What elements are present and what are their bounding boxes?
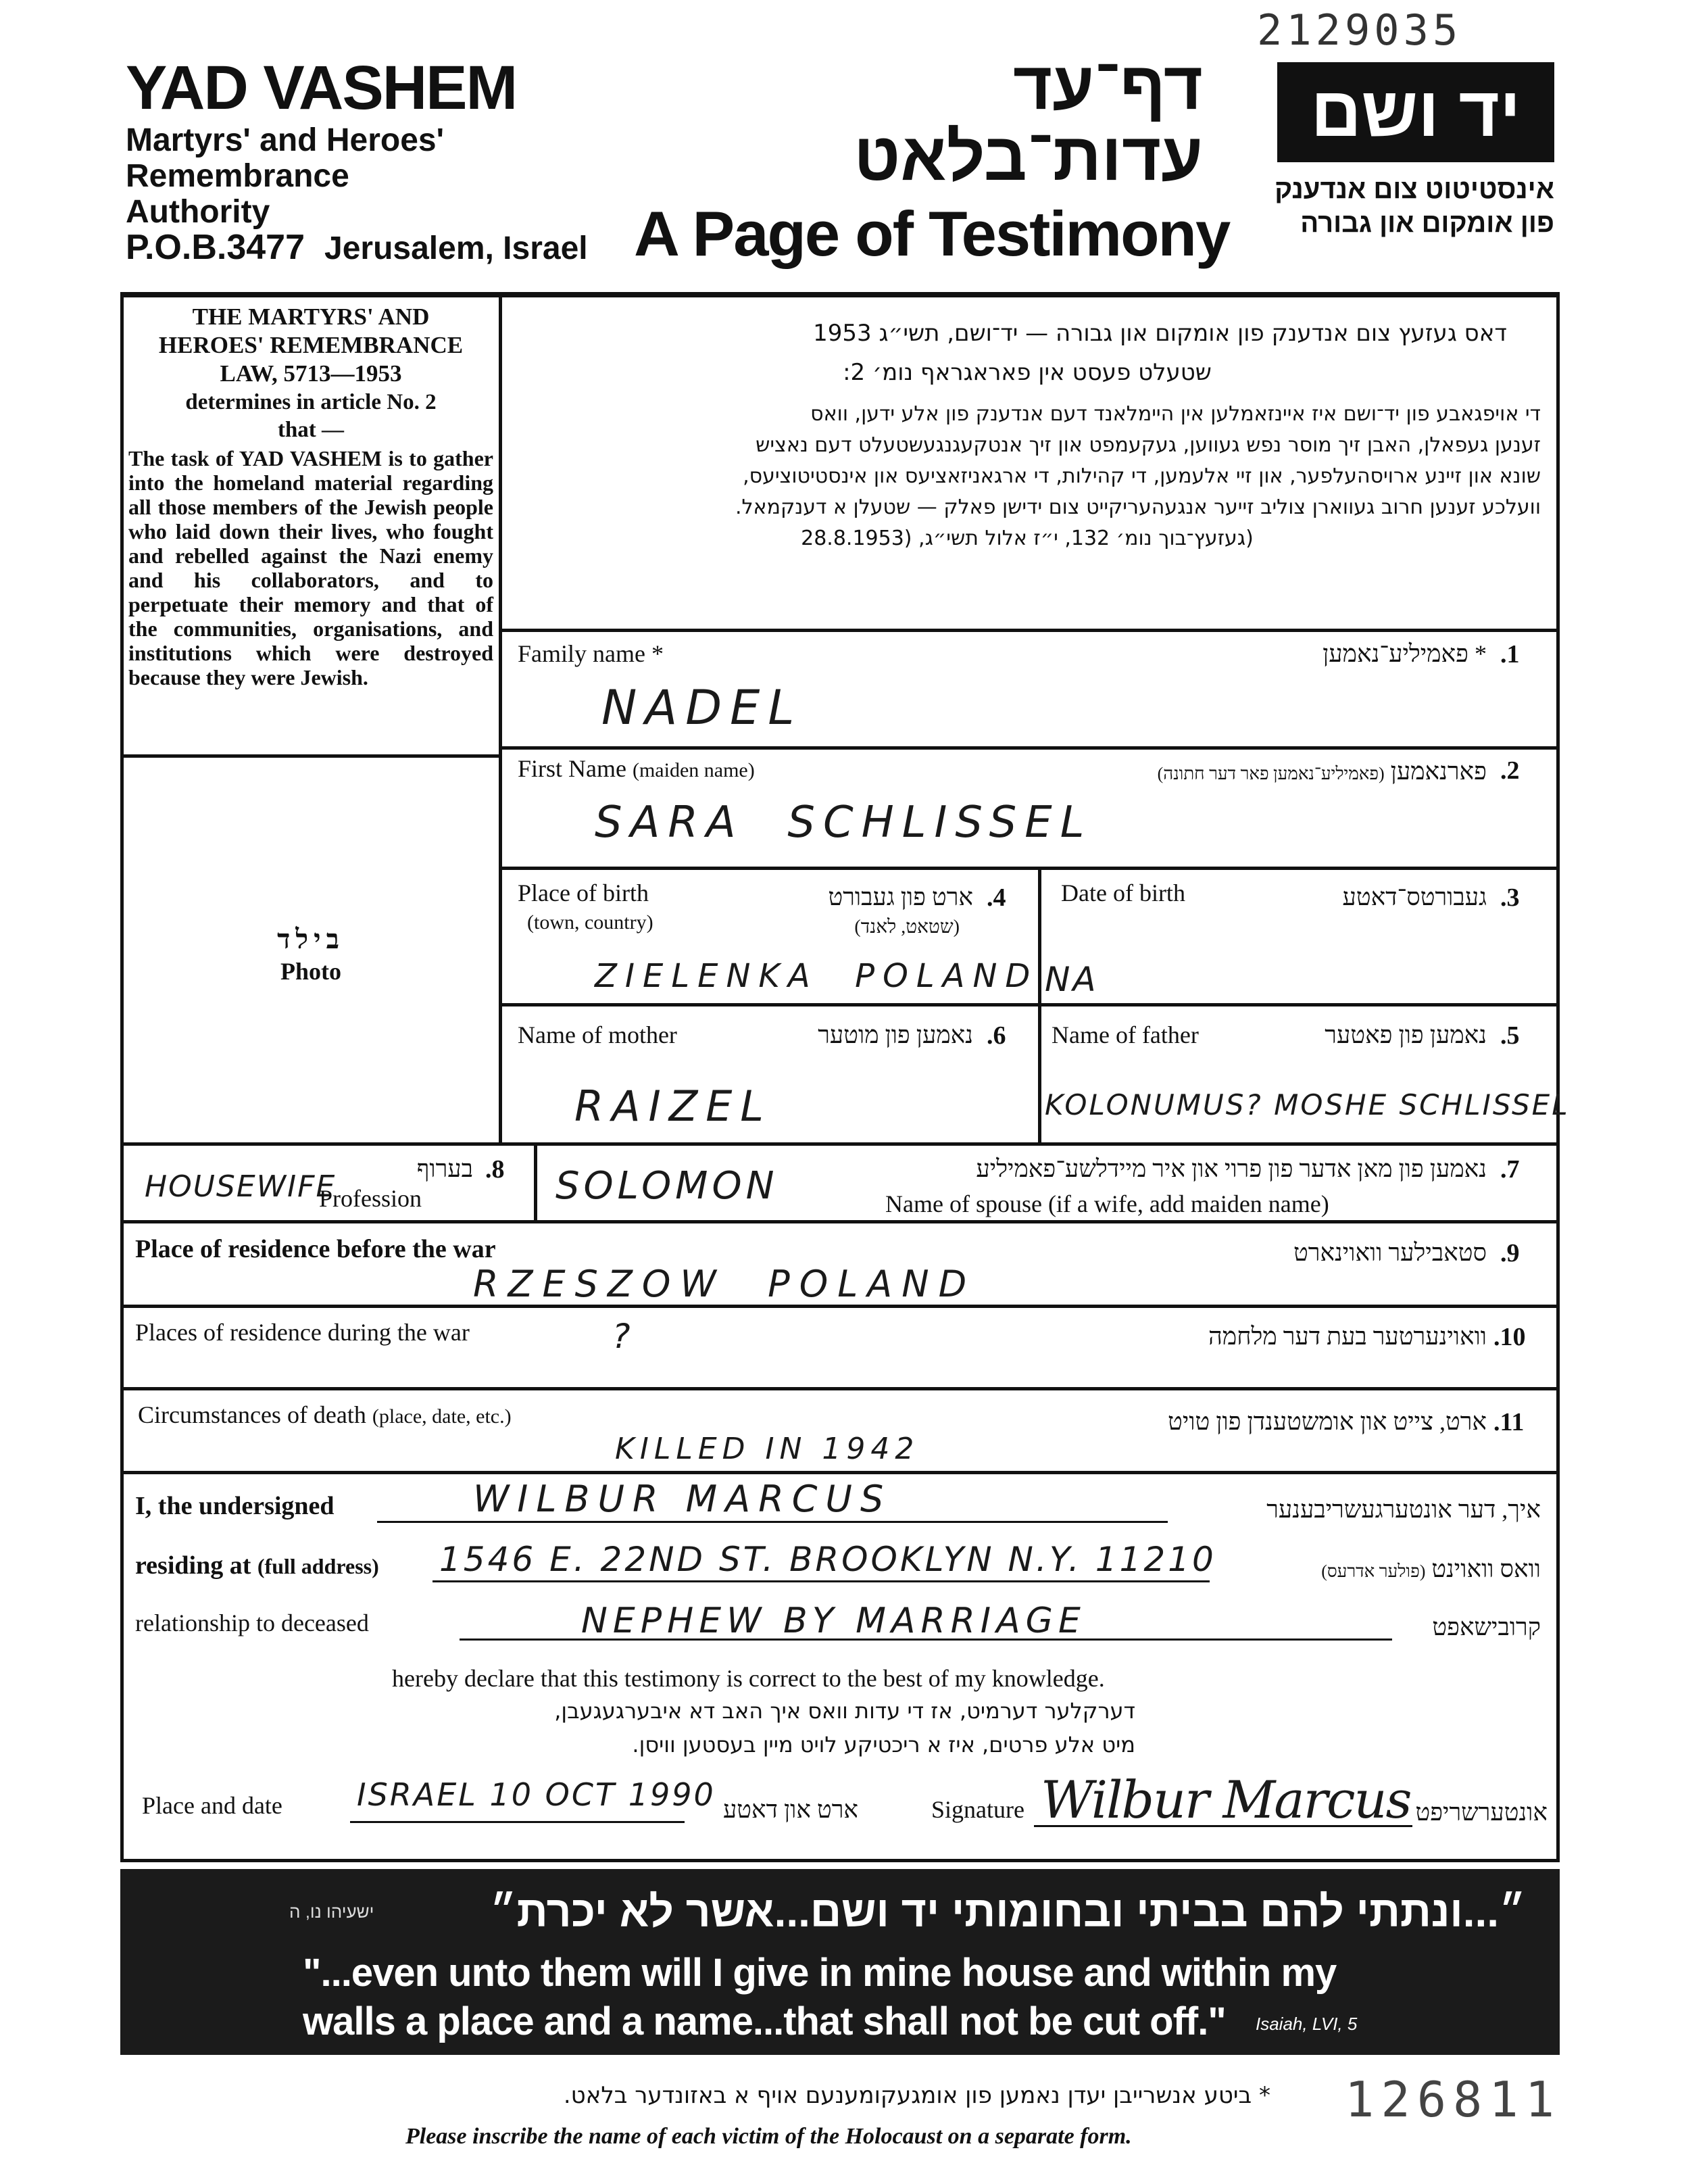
field-number-2: .2 — [1500, 756, 1520, 785]
spouse-label: Name of spouse (if a wife, add maiden name) — [885, 1190, 1329, 1217]
hebrew-law-block — [514, 318, 1541, 554]
relationship-value: NEPHEW BY MARRIAGE — [581, 1601, 1086, 1641]
birthplace-hebrew: ארט פון געבורט — [828, 883, 973, 911]
family-name-value: NADEL — [601, 680, 803, 735]
hebrew-law-line-5: שונא און זיינע ארויסהעלפער, און זיי אלעמען, די קהילות, די ארגאניזאציעס און אינסטיטוציעס, — [743, 464, 1541, 488]
signature-label: Signature — [931, 1796, 1024, 1823]
banner-hebrew-quote: ״...ונתתי להם בביתי ובחומותי יד ושם...אשר לא יכרת״ — [489, 1887, 1526, 1936]
law-title-3: LAW, 5713—1953 — [220, 360, 402, 387]
page-title: A Page of Testimony — [634, 198, 1230, 269]
field-number-1: .1 — [1500, 640, 1520, 669]
banner-english-line-1: "...even unto them will I give in mine house and within my — [303, 1951, 1337, 1995]
photo-label: Photo — [280, 958, 341, 985]
father-name-hebrew: נאמען פון פאטער — [1325, 1021, 1487, 1048]
po-box: P.O.B.3477 — [126, 228, 305, 267]
law-title-2: HEROES' REMEMBRANCE — [158, 332, 464, 358]
birthdate-value: NA — [1045, 960, 1099, 999]
logo-caption-2: פון אומקום און גבורה — [1300, 208, 1554, 238]
place-date-hebrew: ארט און דאטע — [722, 1796, 858, 1823]
city: Jerusalem, Israel — [324, 230, 588, 266]
first-name-hebrew-main: פארנאמען — [1390, 758, 1487, 785]
isaiah-banner — [120, 1869, 1560, 2055]
signature-value: Wilbur Marcus — [1041, 1770, 1411, 1830]
residence-before-value: RZESZOW POLAND — [473, 1263, 977, 1305]
mother-name-label: Name of mother — [518, 1021, 677, 1048]
residing-label — [135, 1551, 379, 1580]
field-number-3: .3 — [1500, 883, 1520, 912]
yad-vashem-logo — [1277, 62, 1554, 162]
field-number-7: .7 — [1500, 1155, 1520, 1184]
org-subtitle-3: Authority — [126, 194, 270, 230]
org-name: YAD VASHEM — [126, 53, 517, 122]
birthplace-label-small: (town, country) — [527, 911, 653, 933]
residing-value: 1546 E. 22ND ST. BROOKLYN N.Y. 11210 — [439, 1540, 1216, 1579]
first-name-hebrew-small: (פאמיליע־נאמען פאר דער חתונה) — [1157, 764, 1385, 783]
photo-label-hebrew: בילד — [277, 924, 345, 954]
residence-before-label: Place of residence before the war — [135, 1235, 496, 1263]
hebrew-law-line-7: (געזעץ־בוך נומ׳ 132, י״ז אלול תשי״ג, (28.8.1953 — [801, 527, 1254, 550]
spouse-value: SOLOMON — [555, 1164, 779, 1208]
signature-hebrew: אונטערשריפט — [1415, 1799, 1548, 1826]
banner-hebrew-reference: ישעיהו נו, ה — [289, 1901, 374, 1922]
undersigned-hebrew: איך, דער אונטערגעשריבענער — [1266, 1496, 1541, 1523]
family-name-label: Family name * — [518, 640, 664, 667]
profession-hebrew: בערוף — [416, 1155, 473, 1182]
hebrew-law-line-6: וועלכע זענען חרוב געווארן צוליב זייער אנגעהעריקייט צום ידישן פאלק — שטעלן א דענקמאל. — [735, 495, 1541, 519]
banner-english-line-2: walls a place and a name...that shall not be cut off." — [303, 1999, 1226, 2043]
undersigned-value: WILBUR MARCUS — [473, 1478, 892, 1520]
profession-value: HOUSEWIFE — [145, 1169, 337, 1204]
field-number-9: .9 — [1500, 1239, 1520, 1267]
field-number-10: .10 — [1493, 1323, 1526, 1351]
declaration-hebrew-2: מיט אלע פרטים, איז א ריכטיקע לויט מיין בעסטען וויסן. — [632, 1732, 1135, 1757]
banner-reference: Isaiah, LVI, 5 — [1256, 2014, 1358, 2034]
hebrew-law-line-3: די אויפגאבע פון יד־ושם איז איינזאמלען אין היימלאנד דעם אנדענק פון אלע ידען, וואס — [810, 402, 1541, 426]
law-title-4: determines in article No. 2 — [185, 390, 437, 414]
residence-during-value: ? — [612, 1317, 639, 1356]
birthplace-hebrew-small: (שטאט, לאנד) — [854, 917, 960, 938]
residing-hebrew-main: וואס וואוינט — [1431, 1555, 1541, 1582]
first-name-hebrew — [946, 757, 1487, 785]
birthplace-value: ZIELENKA POLAND — [595, 957, 1039, 995]
hebrew-law-line-1: דאס געזעץ צום אנדענק פון אומקום און גבורה — יד־ושם, תשי״ג 1953 — [813, 320, 1507, 347]
circumstances-label-small: (place, date, etc.) — [372, 1405, 512, 1428]
law-title-1: THE MARTYRS' AND — [192, 304, 430, 330]
footer-hebrew: * ביטע אנשרייבן יעדן נאמען פון אומגעקומענעם אויף א באזונדער בלאט. — [563, 2082, 1270, 2109]
declaration-hebrew-1: דערקלער דערמיט, אז די עדות וואס איך האב דא איבערגעגעבן, — [554, 1698, 1135, 1724]
hebrew-law-line-2: שטעלט פעסט אין פאראגראף נומ׳ 2: — [843, 359, 1212, 386]
law-body: The task of YAD VASHEM is to gather into the homeland material regarding all those members of the Jewish people who laid down their lives, who fought and rebelled against the Nazi enemy and his collaborators, and to perpetuate their memory and that of the communities, organisations, and institutions which were destroyed because they were Jewish. — [128, 446, 493, 689]
hebrew-law-line-4: זענען געפאלן, האבן זיך מוסר נפש געווען, געקעמפט און זיך אנטקעגנגעשטעלט דעם נאציש — [756, 433, 1541, 457]
declaration-statement: hereby declare that this testimony is correct to the best of my knowledge. — [392, 1665, 1105, 1692]
law-box — [128, 303, 493, 689]
field-number-11: .11 — [1493, 1408, 1525, 1436]
spouse-hebrew: נאמען פון מאן אדער פון פרוי און איר מיידלשע־פאמיליע — [976, 1155, 1487, 1182]
relationship-label: relationship to deceased — [135, 1609, 369, 1636]
first-name-label — [518, 754, 755, 783]
father-name-value: KOLONUMUS? MOSHE SCHLISSEL — [1045, 1088, 1570, 1121]
field-number-5: .5 — [1500, 1021, 1520, 1050]
logo-text: יד ושם — [1310, 73, 1521, 151]
hebrew-title-2: עדות־בלאט — [854, 119, 1203, 195]
circumstances-value: KILLED IN 1942 — [615, 1432, 920, 1466]
birthdate-label: Date of birth — [1061, 879, 1185, 906]
org-subtitle-2: Remembrance — [126, 158, 349, 194]
field-number-4: .4 — [987, 883, 1006, 912]
circumstances-label — [138, 1401, 512, 1429]
mother-name-value: RAIZEL — [574, 1082, 772, 1131]
field-number-8: .8 — [485, 1155, 505, 1184]
first-name-value: SARA SCHLISSEL — [595, 798, 1093, 848]
first-name-label-main: First Name — [518, 755, 626, 782]
footer-number: 126811 — [1345, 2071, 1562, 2128]
residing-hebrew-small: (פולער אדרעס) — [1321, 1561, 1426, 1581]
relationship-hebrew: קרובישאפט — [1432, 1613, 1541, 1641]
circumstances-hebrew: ארט, צייט און אומשטענדן פון טויט — [1168, 1408, 1487, 1435]
residence-during-hebrew: וואוינערטער בעת דער מלחמה — [1208, 1323, 1487, 1350]
form-top-rule — [120, 292, 1560, 297]
birthdate-hebrew: געבורטס־דאטע — [1342, 883, 1487, 911]
father-name-label: Name of father — [1052, 1021, 1199, 1048]
place-date-value: ISRAEL 10 OCT 1990 — [357, 1776, 716, 1813]
residence-before-hebrew: סטאבילער וואוינארט — [1293, 1239, 1487, 1266]
document-number-top: 2129035 — [1257, 5, 1462, 55]
residing-label-small: (full address) — [257, 1554, 379, 1578]
undersigned-label: I, the undersigned — [135, 1492, 335, 1520]
footer-instruction: Please inscribe the name of each victim of the Holocaust on a separate form. — [405, 2124, 1132, 2149]
field-number-6: .6 — [987, 1021, 1006, 1050]
residence-during-label: Places of residence during the war — [135, 1319, 470, 1346]
hebrew-title-1: דף־עד — [1012, 48, 1203, 124]
mother-name-hebrew: נאמען פון מוטער — [818, 1021, 973, 1048]
org-subtitle-1: Martyrs' and Heroes' — [126, 122, 444, 158]
circumstances-label-main: Circumstances of death — [138, 1401, 366, 1428]
residing-hebrew — [1210, 1555, 1541, 1583]
logo-caption-1: אינסטיטוט צום אנדענק — [1275, 174, 1554, 204]
place-date-label: Place and date — [142, 1792, 282, 1819]
residing-label-main: residing at — [135, 1551, 251, 1580]
first-name-label-small: (maiden name) — [632, 759, 755, 781]
profession-label: Profession — [319, 1185, 422, 1212]
law-title-5: that — — [277, 418, 345, 442]
family-name-hebrew: * פאמיליע־נאמען — [1323, 640, 1487, 667]
birthplace-label: Place of birth — [518, 879, 649, 906]
